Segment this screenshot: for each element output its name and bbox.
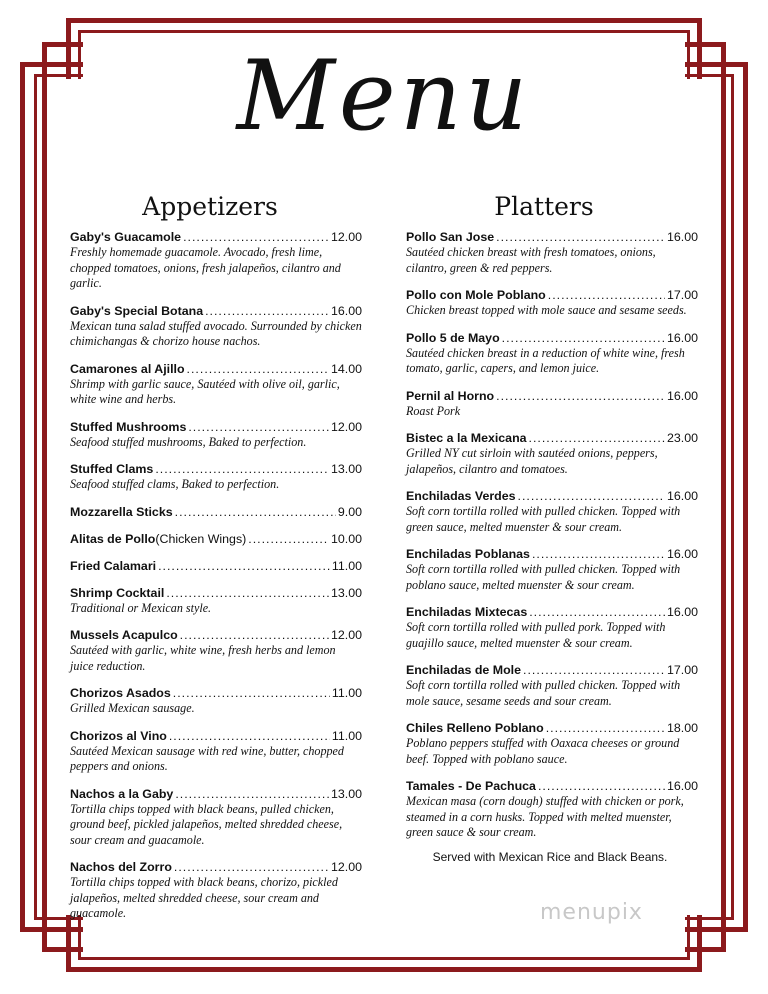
- item-description: Sautéed chicken breast in a reduction of white wine, fresh tomato, garlic, capers, and lemon juice.: [406, 345, 685, 375]
- menu-item: [70, 586, 362, 617]
- dot-leader: [496, 389, 665, 404]
- menu-item-line: [406, 288, 698, 303]
- dot-leader: [183, 230, 329, 245]
- item-price: 16.00: [666, 605, 698, 619]
- item-price: 16.00: [666, 388, 698, 403]
- menu-item: [406, 431, 698, 477]
- item-price: 16.00: [666, 230, 698, 244]
- menu-item: [70, 787, 362, 849]
- menu-item-line: [406, 663, 698, 678]
- item-description: Seafood stuffed mushrooms, Baked to perfection.: [70, 434, 307, 449]
- menu-item: [406, 663, 698, 709]
- menu-item-line: [406, 547, 698, 562]
- appetizers-heading: Appetizers: [142, 192, 278, 221]
- menu-item-line: [70, 304, 362, 319]
- item-price: 18.00: [666, 721, 698, 735]
- menu-item-line: [406, 389, 698, 404]
- item-price: 12.00: [330, 860, 362, 874]
- dot-leader: [248, 532, 329, 547]
- item-description: Sautéed Mexican sausage with red wine, butter, chopped peppers and onions.: [70, 743, 344, 773]
- menu-item-line: [70, 787, 362, 802]
- menu-item-line: [70, 505, 362, 520]
- item-description: Tortilla chips topped with black beans, pulled chicken, ground beef, pickled jalapeños, melted shredded cheese, sour cream and guacamole.: [70, 801, 343, 847]
- menu-item: [70, 230, 362, 292]
- item-name: Chorizos Asados: [70, 686, 171, 700]
- menu-item: [406, 605, 698, 651]
- dot-leader: [548, 288, 665, 303]
- item-name: Gaby's Guacamole: [70, 230, 182, 244]
- item-name: Stuffed Clams: [70, 462, 154, 476]
- menu-item-line: [406, 431, 698, 446]
- dot-leader: [158, 559, 330, 574]
- menu-item: [70, 462, 362, 493]
- item-description: Soft corn tortilla rolled with pulled chicken. Topped with poblano sauce, melted muenster & sour cream.: [406, 562, 681, 592]
- item-price: 13.00: [330, 786, 362, 801]
- item-price: 16.00: [330, 303, 362, 318]
- dot-leader: [532, 547, 665, 562]
- item-price: 16.00: [666, 489, 698, 503]
- dot-leader: [529, 431, 665, 446]
- menu-item: [70, 729, 362, 775]
- dot-leader: [502, 331, 665, 346]
- platters-heading: Platters: [494, 192, 594, 221]
- watermark-logo: menupix: [540, 900, 643, 925]
- item-description: Mexican masa (corn dough) stuffed with chicken or pork, steamed in a corn husks. Topped with melted muenster, green sauce & sour cream.: [406, 794, 684, 839]
- item-name: Enchiladas Poblanas: [406, 547, 530, 561]
- item-description: Freshly homemade guacamole. Avocado, fresh lime, chopped tomatoes, onions, fresh jalapeños, cilantro and garlic.: [70, 245, 341, 290]
- menu-item: [406, 779, 698, 841]
- item-price: 17.00: [666, 663, 698, 677]
- item-price: 9.00: [337, 504, 362, 519]
- item-description: Soft corn tortilla rolled with pulled chicken. Topped with mole sauce, sesame seeds and sour cream.: [406, 678, 681, 708]
- item-name: Pollo 5 de Mayo: [406, 330, 500, 345]
- dot-leader: [174, 860, 329, 875]
- dot-leader: [166, 586, 329, 601]
- dot-leader: [518, 489, 665, 504]
- menu-item-line: [406, 721, 698, 736]
- item-price: 23.00: [666, 431, 698, 445]
- item-description: Shrimp with garlic sauce, Sautéed with olive oil, garlic, white wine and herbs.: [70, 376, 340, 406]
- menu-item-line: [406, 489, 698, 504]
- item-description: Sautéed with garlic, white wine, fresh herbs and lemon juice reduction.: [70, 643, 336, 673]
- menu-item-line: [406, 230, 698, 245]
- menu-item: [70, 686, 362, 717]
- menu-item-line: [70, 532, 362, 547]
- dot-leader: [169, 729, 330, 744]
- item-name: Bistec a la Mexicana: [406, 431, 527, 445]
- menu-item-line: [70, 729, 362, 744]
- dot-leader: [175, 787, 329, 802]
- item-price: 10.00: [330, 531, 362, 546]
- item-price: 11.00: [331, 728, 362, 743]
- item-price: 13.00: [330, 462, 362, 476]
- item-price: 11.00: [331, 558, 362, 573]
- item-name: Pollo con Mole Poblano: [406, 288, 546, 302]
- dot-leader: [205, 304, 329, 319]
- menu-item: [70, 532, 362, 547]
- item-price: 17.00: [666, 288, 698, 302]
- menu-item-line: [70, 860, 362, 875]
- item-description: Roast Pork: [406, 403, 461, 418]
- dot-leader: [187, 362, 329, 377]
- menu-title: Menu: [236, 40, 532, 152]
- menu-item: [406, 288, 698, 319]
- item-description: Soft corn tortilla rolled with pulled chicken. Topped with green sauce, melted muenster & sour cream.: [406, 504, 681, 534]
- item-description: Grilled Mexican sausage.: [70, 701, 195, 715]
- item-price: 12.00: [330, 230, 362, 244]
- menu-item: [406, 489, 698, 535]
- item-description: Sautéed chicken breast with fresh tomatoes, onions, cilantro, green & red peppers.: [406, 245, 656, 275]
- item-price: 12.00: [330, 419, 362, 434]
- item-name: Shrimp Cocktail: [70, 585, 165, 600]
- menu-item-line: [70, 230, 362, 245]
- item-price: 13.00: [330, 585, 362, 600]
- item-name: Gaby's Special Botana: [70, 303, 204, 318]
- menu-item: [406, 331, 698, 377]
- item-name: Pollo San Jose: [406, 230, 495, 244]
- menu-item-line: [406, 605, 698, 620]
- item-name: Camarones al Ajillo: [70, 361, 185, 376]
- item-description: Mexican tuna salad stuffed avocado. Surrounded by chicken chimichangas & chorizo house nachos.: [70, 318, 362, 348]
- menu-item: [406, 230, 698, 276]
- platters-list: [406, 230, 698, 853]
- item-price: 12.00: [330, 628, 362, 642]
- dot-leader: [188, 420, 329, 435]
- menu-item: [70, 420, 362, 451]
- menu-item: [70, 505, 362, 520]
- item-price: 16.00: [666, 779, 698, 793]
- dot-leader: [523, 663, 665, 678]
- item-name: Chiles Relleno Poblano: [406, 721, 544, 735]
- item-description: Soft corn tortilla rolled with pulled pork. Topped with guajillo sauce, melted muenster & sour cream.: [406, 620, 666, 650]
- item-name: Pernil al Horno: [406, 388, 495, 403]
- item-name: Nachos a la Gaby: [70, 786, 174, 801]
- dot-leader: [546, 721, 665, 736]
- menu-item: [70, 628, 362, 674]
- item-description: Chicken breast topped with mole sauce and sesame seeds.: [406, 303, 687, 317]
- menu-item-line: [406, 779, 698, 794]
- item-description: Grilled NY cut sirloin with sautéed onions, peppers, jalapeños, cilantro and tomatoes.: [406, 446, 658, 476]
- menu-item: [70, 362, 362, 408]
- menu-item: [70, 559, 362, 574]
- menu-item-line: [70, 420, 362, 435]
- item-name: Enchiladas Verdes: [406, 489, 516, 503]
- dot-leader: [496, 230, 665, 245]
- menu-item-line: [70, 686, 362, 701]
- item-name: Chorizos al Vino: [70, 728, 167, 743]
- item-price: 16.00: [666, 330, 698, 345]
- menu-item-line: [70, 559, 362, 574]
- item-name: Enchiladas Mixtecas: [406, 605, 528, 619]
- dot-leader: [529, 605, 665, 620]
- dot-leader: [538, 779, 665, 794]
- item-name: Fried Calamari: [70, 558, 157, 573]
- item-price: 14.00: [330, 361, 362, 376]
- item-name: Mozzarella Sticks: [70, 504, 173, 519]
- dot-leader: [173, 686, 330, 701]
- item-name: Alitas de Pollo: [70, 531, 156, 546]
- menu-item: [406, 389, 698, 420]
- item-description: Traditional or Mexican style.: [70, 600, 212, 615]
- menu-item: [70, 304, 362, 350]
- item-name: Enchiladas de Mole: [406, 663, 521, 677]
- menu-item-line: [70, 462, 362, 477]
- item-name: Nachos del Zorro: [70, 860, 172, 874]
- item-description: Poblano peppers stuffed with Oaxaca cheeses or ground beef. Topped with poblano sauce.: [406, 736, 680, 766]
- dot-leader: [155, 462, 329, 477]
- dot-leader: [180, 628, 329, 643]
- item-price: 11.00: [331, 686, 362, 700]
- item-name-extra: (Chicken Wings): [155, 531, 247, 546]
- item-name: Tamales - De Pachuca: [406, 779, 536, 793]
- menu-item-line: [70, 586, 362, 601]
- appetizers-list: [70, 230, 362, 934]
- menu-item: [406, 547, 698, 593]
- dot-leader: [175, 505, 336, 520]
- item-name: Stuffed Mushrooms: [70, 419, 187, 434]
- menu-item-line: [406, 331, 698, 346]
- item-description: Seafood stuffed clams, Baked to perfection.: [70, 477, 280, 491]
- menu-item-line: [70, 628, 362, 643]
- menu-item: [406, 721, 698, 767]
- item-price: 16.00: [666, 547, 698, 561]
- item-name: Mussels Acapulco: [70, 628, 178, 642]
- menu-item: [70, 860, 362, 922]
- item-description: Tortilla chips topped with black beans, chorizo, pickled jalapeños, melted shredded cheese, sour cream and guacamole.: [70, 875, 338, 920]
- served-note: Served with Mexican Rice and Black Beans.: [432, 850, 668, 864]
- menu-item-line: [70, 362, 362, 377]
